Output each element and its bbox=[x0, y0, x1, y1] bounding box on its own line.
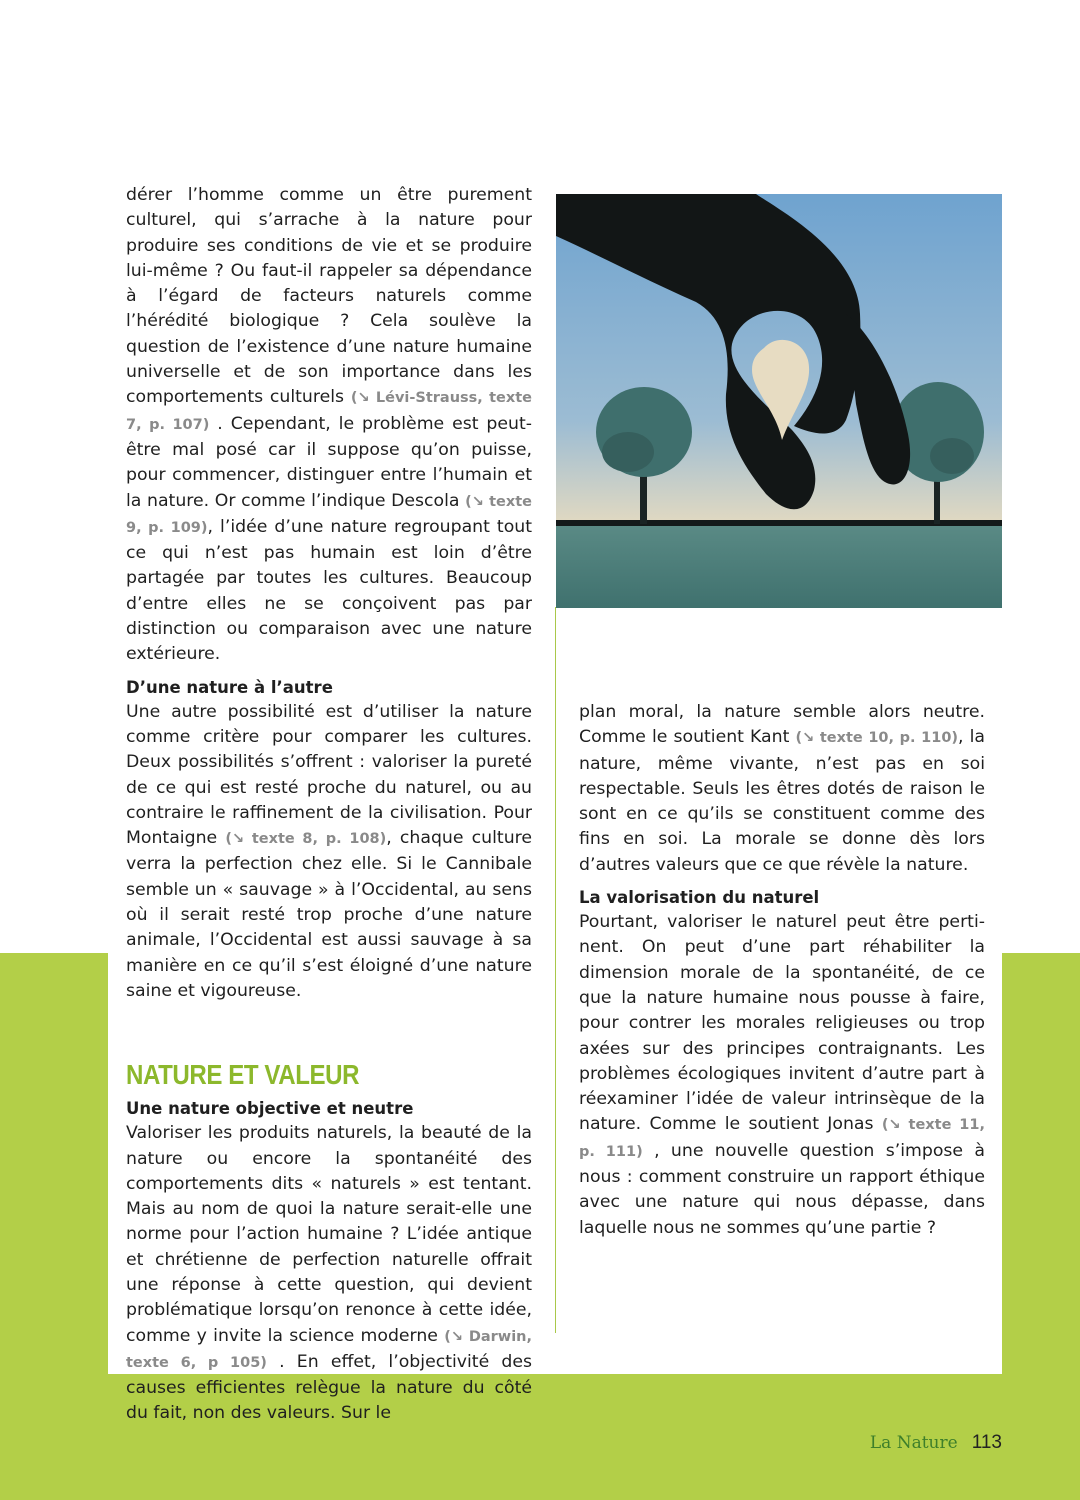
cross-reference-jonas[interactable]: (↘ texte 11, p. 111) bbox=[579, 1117, 985, 1160]
subheading-nature-to-nature: D’une nature à l’autre bbox=[126, 677, 333, 697]
subheading-objective-nature: Une nature objective et neutre bbox=[126, 1099, 414, 1119]
left-column bbox=[126, 183, 532, 1427]
cross-reference-descola[interactable]: (↘ texte 9, p. 109) bbox=[126, 493, 532, 536]
cross-reference-montaigne[interactable]: (↘ texte 8, p. 108) bbox=[225, 831, 387, 848]
ground bbox=[556, 522, 1002, 608]
cross-reference-levi-strauss[interactable]: (↘ Lévi-Strauss, texte 7, p. 107) bbox=[126, 390, 532, 433]
right-column bbox=[579, 700, 985, 1241]
page-number: 113 bbox=[971, 1432, 1002, 1453]
cross-reference-darwin[interactable]: (↘ Darwin, texte 6, p 105) bbox=[126, 1328, 533, 1371]
footer-section-name: La Nature bbox=[869, 1433, 958, 1453]
cross-reference-kant[interactable]: (↘ texte 10, p. 110) bbox=[795, 730, 959, 747]
column-divider bbox=[555, 607, 556, 1333]
paragraph-comparison: Une autre possibilité est d’utiliser la nature comme critère pour comparer les cultures. Deux possibilités s’offrent : valoriser la pureté de ce qui est resté proche du naturel, ou au contraire le raffinement de la civilisation. Pour Montaigne (↘ texte 8, p. 108), chaque culture verra la perfection chez elle. Si le Cannibale semble un « sauvage » à l’Occidental, au sens où il serait resté trop proche d’une nature animale, l’Occidental est aussi sauvage à sa manière en ce qu’il s’est éloigné d’une nature saine et vigoureuse. bbox=[126, 701, 533, 1001]
paragraph-valorisation: Pourtant, valoriser le naturel peut être pertinent. On peut d’une part réhabiliter la dimension morale de la spontanéité, de ce que la nature humaine nous pousse à faire, pour contrer les morales religieuses ou trop axées sur des principes contraignants. Les problèmes écologiques invitent d’autre part à réexaminer l’idée de valeur intrinsèque de la nature. Comme le soutient Jonas (↘ texte 11, p. 111) , une nouvelle question s’impose à nous : comment construire un rapport éthique avec une nature qui nous dépasse, dans laquelle nous ne sommes qu’une partie ? bbox=[579, 912, 985, 1238]
illustration-svg bbox=[556, 194, 1002, 608]
subheading-valorisation: La valorisation du naturel bbox=[579, 888, 820, 908]
hand-and-trees-illustration bbox=[556, 194, 1002, 608]
paragraph-moral-plan: plan moral, la nature semble alors neutre. Comme le soutient Kant (↘ texte 10, p. 110), la nature, même vivante, n’est pas en soi respectable. Seuls les êtres dotés de raison le sont en ce qu’ils se constituent comme des fins en soi. La morale se donne dès lors d’autres valeurs que ce que révèle la nature. bbox=[579, 702, 985, 875]
paragraph-objective-nature: Valoriser les produits naturels, la beauté de la nature ou encore la spontanéité des comportements dits « naturels » est tentant. Mais au nom de quoi la nature serait-elle une norme pour l’action humaine ? L’idée antique et chrétienne de perfection naturelle offrait une réponse à cette question, qui devient problématique lorsqu’on renonce à cette idée, comme y invite la science moderne (↘ Darwin, texte 6, p 105) . En effet, l’objectivité des causes efficientes relègue la nature du côté du fait, non des valeurs. Sur le bbox=[126, 1123, 533, 1424]
intro-paragraph: dérer l’homme comme un être purement culturel, qui s’arrache à la nature pour produire ses conditions de vie et se produire lui-même ? Ou faut-il rappeler sa dépendance à l’égard de facteurs naturels comme l’hérédité biologique ? Cela soulève la question de l’existence d’une nature humaine universelle et de son importance dans les comportements culturels (↘ Lévi-Strauss, texte 7, p. 107) . Cependant, le problème est peut-être mal posé car il suppose qu’on puisse, pour commencer, distinguer entre l’humain et la nature. Or comme l’indique Descola (↘ texte 9, p. 109), l’idée d’une nature regroupant tout ce qui n’est pas humain est loin d’être partagée par toutes les cultures. Beaucoup d’entre elles ne se conçoivent pas par distinction ou comparaison avec une nature extérieure. bbox=[126, 185, 533, 665]
page-footer bbox=[870, 1432, 1002, 1454]
section-title: NATURE ET VALEUR bbox=[126, 1059, 360, 1091]
